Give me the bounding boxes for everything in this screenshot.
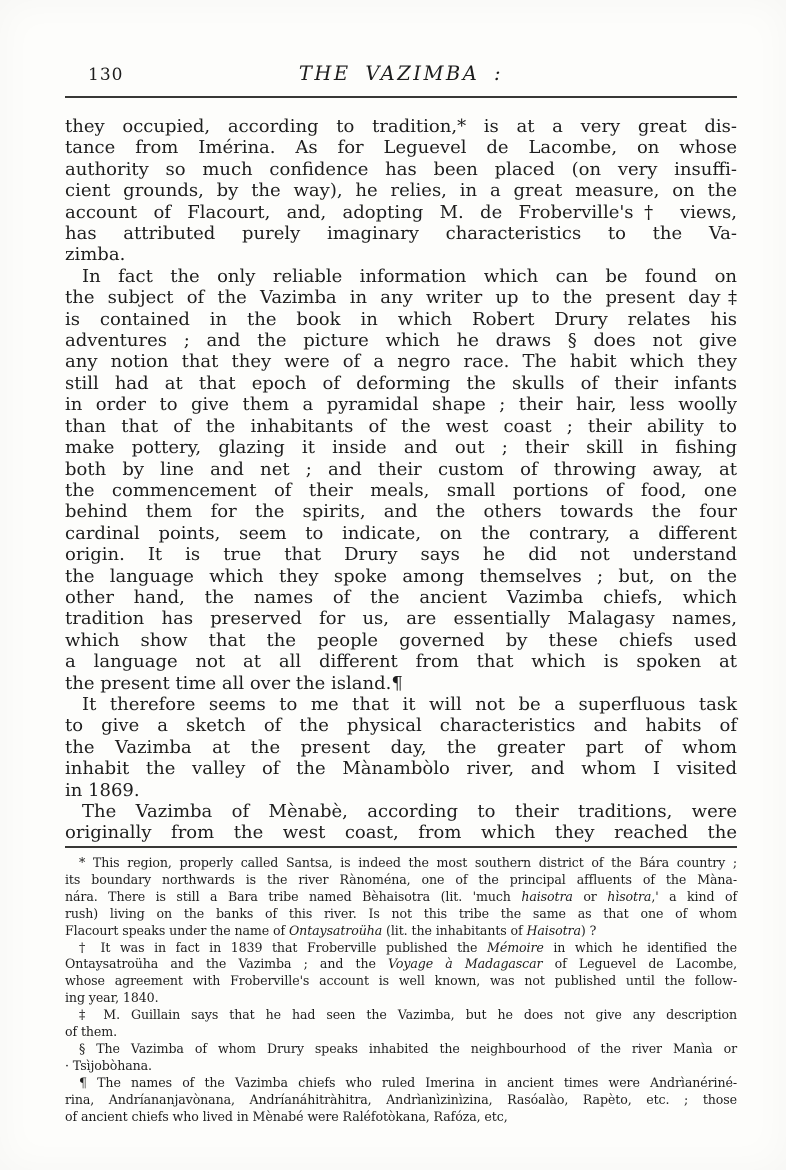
text-line: It therefore seems to me that it will not be a superfluous task xyxy=(82,693,737,715)
text-line: authority so much confidence has been placed (on very insuffi- xyxy=(65,158,737,180)
page-header xyxy=(65,62,737,88)
running-title: THE VAZIMBA : xyxy=(298,62,504,85)
text-line: make pottery, glazing it inside and out ; their skill in fishing xyxy=(65,437,737,459)
text-line: The Vazimba of Mènabè, according to their traditions, were xyxy=(82,801,737,822)
text-line: has attributed purely imaginary characteristics to the Va- xyxy=(65,223,737,245)
header-rule xyxy=(65,96,737,98)
text-line: in 1869. xyxy=(65,779,140,801)
text-line: whose agreement with Froberville's account is well known, was not published until the follow- xyxy=(65,973,737,989)
text-line: any notion that they were of a negro race. The habit which they xyxy=(65,351,737,373)
text-line: inhabit the valley of the Mànambòlo river, and whom I visited xyxy=(65,758,737,780)
italic-text: Voyage à Madagascar xyxy=(388,956,543,972)
text-line: of them. xyxy=(65,1024,118,1040)
text-line: both by line and net ; and their custom of throwing away, at xyxy=(65,458,737,480)
text-line: its boundary northwards is the river Rànoména, one of the principal affluents of the Màna- xyxy=(65,871,737,887)
text-line: ¶ The names of the Vazimba chiefs who ruled Imerina in ancient times were Andrìanériné- xyxy=(79,1074,737,1090)
text-line: In fact the only reliable information which can be found on xyxy=(82,265,737,287)
text-line: behind them for the spirits, and the others towards the four xyxy=(65,501,737,523)
footnote-separator xyxy=(65,846,737,848)
footnotes-section xyxy=(65,855,737,1126)
italic-text: Ontaysatroüha xyxy=(288,922,383,938)
text-line: cient grounds, by the way), he relies, in a great measure, on the xyxy=(65,180,737,202)
text-line: Flacourt speaks under the name of Ontaysatroüha (lit. the inhabitants of Haisotra) ? xyxy=(65,922,597,938)
text-line: rina, Andríananjavònana, Andríanáhitràhitra, Andrìanìzinìzina, Rasóalào, Rapèto, etc. ; those xyxy=(65,1091,737,1107)
text-line: the language which they spoke among themselves ; but, on the xyxy=(65,565,737,587)
text-line: · Tsìjobòhana. xyxy=(65,1057,152,1073)
text-line: tance from Imérina. As for Leguevel de Lacombe, on whose xyxy=(65,137,737,159)
text-line: originally from the west coast, from which they reached the xyxy=(65,822,737,844)
text-line: origin. It is true that Drury says he did not understand xyxy=(65,544,737,566)
text-line: cardinal points, seem to indicate, on the contrary, a different xyxy=(65,522,737,544)
text-line: rush) living on the banks of this river. Is not this tribe the same as that one of whom xyxy=(65,905,737,921)
text-line: they occupied, according to tradition,* is at a very great dis- xyxy=(65,116,737,137)
italic-text: haisotra xyxy=(521,888,573,904)
italic-text: Mémoire xyxy=(487,939,544,955)
text-line: is contained in the book in which Robert Drury relates his xyxy=(65,308,737,330)
page-number: 130 xyxy=(88,65,124,85)
text-line: ‡ M. Guillain says that he had seen the Vazimba, but he does not give any description xyxy=(79,1007,737,1023)
italic-text: hìsotra xyxy=(607,888,652,904)
text-line: § The Vazimba of whom Drury speaks inhabited the neighbourhood of the river Manìa or xyxy=(79,1040,737,1056)
italic-text: Haisotra xyxy=(526,922,581,938)
text-line: adventures ; and the picture which he draws § does not give xyxy=(65,330,737,352)
text-line: tradition has preserved for us, are essentially Malagasy names, xyxy=(65,608,737,630)
text-line: other hand, the names of the ancient Vazimba chiefs, which xyxy=(65,586,737,608)
text-line: a language not at all different from that which is spoken at xyxy=(65,651,737,673)
body-text xyxy=(65,116,737,844)
text-line: account of Flacourt, and, adopting M. de Froberville's† views, xyxy=(65,201,737,223)
text-line: ing year, 1840. xyxy=(65,990,159,1006)
text-line: which show that the people governed by these chiefs used xyxy=(65,629,737,651)
text-line: † It was in fact in 1839 that Froberville published the Mémoire in which he identified the xyxy=(79,939,738,955)
text-line: than that of the inhabitants of the west coast ; their ability to xyxy=(65,415,737,437)
text-line: * This region, properly called Santsa, is indeed the most southern district of the Bára country ; xyxy=(79,855,737,870)
text-line: the commencement of their meals, small portions of food, one xyxy=(65,479,737,501)
text-line: in order to give them a pyramidal shape ; their hair, less woolly xyxy=(65,394,737,416)
text-line: to give a sketch of the physical characteristics and habits of xyxy=(65,715,737,737)
text-line: the Vazimba at the present day, the greater part of whom xyxy=(65,736,737,758)
text-line: Ontaysatroüha and the Vazimba ; and the Voyage à Madagascar of Leguevel de Lacombe, xyxy=(65,956,738,972)
text-line: of ancient chiefs who lived in Mènabé were Raléfotòkana, Rafóza, etc, xyxy=(65,1108,508,1124)
text-line: the present time all over the island.¶ xyxy=(65,672,403,694)
text-line: nára. There is still a Bara tribe named Bèhaisotra (lit. 'much haisotra or hìsotra,' a kind of xyxy=(65,888,738,904)
text-line: the subject of the Vazimba in any writer up to the present day‡ xyxy=(65,287,737,309)
text-line: still had at that epoch of deforming the skulls of their infants xyxy=(65,372,737,394)
text-line: zimba. xyxy=(65,244,126,266)
